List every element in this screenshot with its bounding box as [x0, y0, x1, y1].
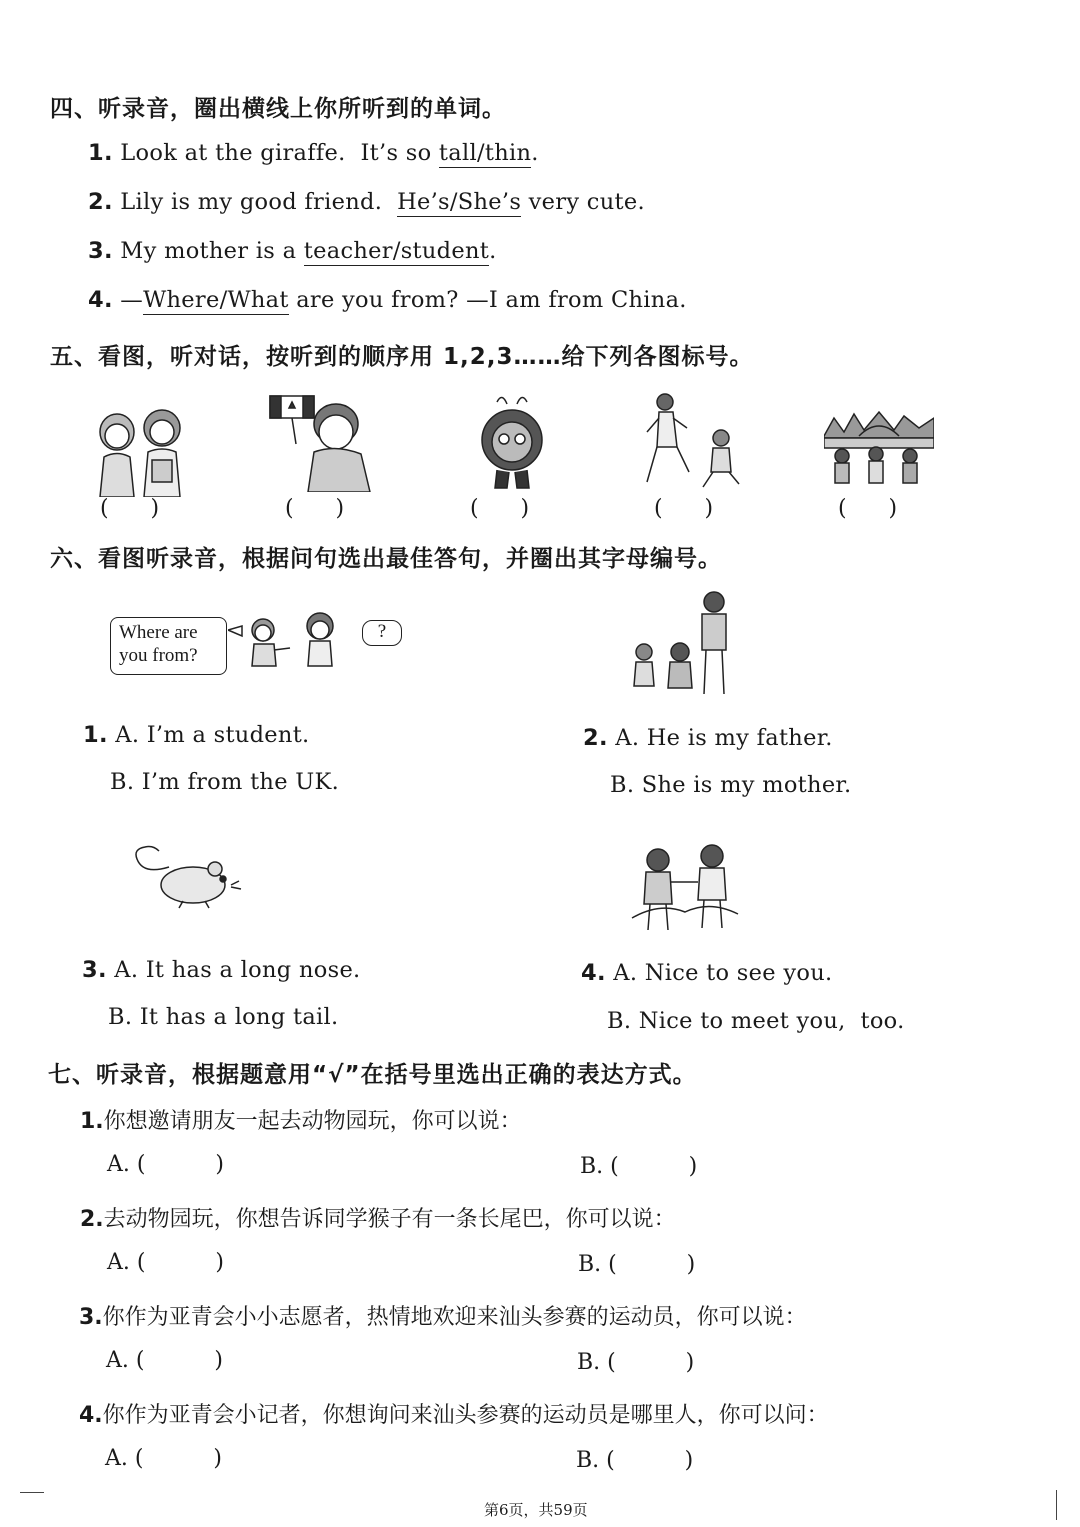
s6-q2-optB[interactable]: B. She is my mother.: [610, 772, 852, 798]
q-text: 去动物园玩，你想告诉同学猴子有一条长尾巴，你可以说：: [103, 1207, 676, 1232]
answer-paren-4[interactable]: ( ): [654, 496, 714, 521]
answer-paren-3[interactable]: ( ): [470, 496, 530, 521]
s7-q2-optB[interactable]: B. ( ): [578, 1252, 696, 1277]
s7-q4: [79, 1398, 829, 1429]
q-text: 你作为亚青会小记者，你想询问来汕头参赛的运动员是哪里人，你可以问：: [102, 1403, 829, 1428]
s6-q3-optB[interactable]: B. It has a long tail.: [108, 1004, 339, 1030]
s7-q4-optA[interactable]: A. ( ): [105, 1446, 222, 1471]
s7-q2: [80, 1202, 676, 1233]
option-text: A. He is my father.: [615, 725, 833, 751]
item-text: Lily is my good friend.: [120, 189, 398, 215]
answer-paren-1[interactable]: ( ): [100, 496, 160, 521]
section4-heading: 四、听录音，圈出横线上你所听到的单词。: [50, 96, 506, 122]
mouse-image: [133, 845, 243, 910]
s4-item-3: [88, 238, 497, 264]
section5-heading: 五、看图，听对话，按听到的顺序用 1,2,3……给下列各图标号。: [50, 344, 754, 370]
q-number: 2.: [583, 725, 608, 751]
edge-mark: [1056, 1490, 1057, 1520]
question-bubble: ?: [362, 620, 402, 646]
option-text: A. It has a long nose.: [114, 957, 361, 983]
kids-at-park-image: [824, 408, 934, 493]
option-text: A. Nice to see you.: [613, 960, 833, 986]
handshake-boys-image: [630, 842, 740, 932]
choice-underline[interactable]: tall/thin: [438, 140, 532, 166]
bubble-line-1: Where are: [119, 622, 198, 643]
item-text: Look at the giraffe. It’s so: [120, 140, 439, 166]
s7-q3: [79, 1300, 807, 1331]
s7-q3-optA[interactable]: A. ( ): [106, 1348, 223, 1373]
q-number: 1.: [83, 722, 108, 748]
s4-item-2: [88, 189, 645, 215]
item-text: My mother is a: [120, 238, 304, 264]
s6-q4-optA[interactable]: [581, 960, 832, 986]
page-number: 第6页，共59页: [484, 1501, 588, 1519]
s6-q1-optB[interactable]: B. I’m from the UK.: [110, 769, 340, 795]
s6-q1-optA[interactable]: [83, 722, 310, 748]
choice-underline[interactable]: He’s/She’s: [397, 189, 522, 215]
item-text-end: .: [489, 238, 497, 264]
item-number: 2.: [88, 189, 113, 215]
s6-q3-optA[interactable]: [82, 957, 361, 983]
choice-underline[interactable]: Where/What: [143, 287, 289, 313]
s7-q1: [80, 1104, 522, 1135]
item-number: 4.: [88, 287, 113, 313]
s4-item-1: [88, 140, 539, 166]
bubble-line-2: you from?: [119, 645, 198, 666]
section6-heading: 六、看图听录音，根据问句选出最佳答句，并圈出其字母编号。: [50, 546, 722, 572]
item-text-end: are you from? —I am from China.: [288, 287, 687, 313]
item-number: 1.: [88, 140, 113, 166]
boy-with-flag-image: [266, 392, 381, 492]
talking-kids-image: [228, 608, 358, 668]
q-number: 4.: [581, 960, 606, 986]
section7-heading: 七、听录音，根据题意用“√”在括号里选出正确的表达方式。: [48, 1062, 697, 1088]
option-text: A. I’m a student.: [115, 722, 310, 748]
item-text-end: very cute.: [521, 189, 645, 215]
choice-underline[interactable]: teacher/student: [303, 238, 490, 264]
item-text: —: [120, 287, 144, 313]
s6-q4-optB[interactable]: B. Nice to meet you, too.: [607, 1008, 905, 1034]
q-number: 3.: [82, 957, 107, 983]
s6-q2-optA[interactable]: [583, 725, 833, 751]
s7-q4-optB[interactable]: B. ( ): [576, 1448, 694, 1473]
s7-q1-optB[interactable]: B. ( ): [580, 1154, 698, 1179]
running-people-image: [643, 392, 743, 492]
speech-bubble: [110, 617, 227, 675]
s7-q1-optA[interactable]: A. ( ): [107, 1152, 224, 1177]
corner-mark: [20, 1492, 44, 1493]
q-number: 4.: [79, 1403, 103, 1428]
q-text: 你想邀请朋友一起去动物园玩，你可以说：: [103, 1109, 522, 1134]
s7-q3-optB[interactable]: B. ( ): [577, 1350, 695, 1375]
family-image: [632, 590, 732, 700]
s7-q2-optA[interactable]: A. ( ): [107, 1250, 224, 1275]
answer-paren-2[interactable]: ( ): [285, 496, 345, 521]
mascot-image: [467, 392, 557, 492]
answer-paren-5[interactable]: ( ): [838, 496, 898, 521]
item-text-end: .: [531, 140, 539, 166]
two-girls-image: [82, 402, 202, 497]
q-number: 2.: [80, 1207, 104, 1232]
item-number: 3.: [88, 238, 113, 264]
q-number: 1.: [80, 1109, 104, 1134]
q-text: 你作为亚青会小小志愿者，热情地欢迎来汕头参赛的运动员，你可以说：: [102, 1305, 807, 1330]
q-number: 3.: [79, 1305, 103, 1330]
s4-item-4: [88, 287, 687, 313]
